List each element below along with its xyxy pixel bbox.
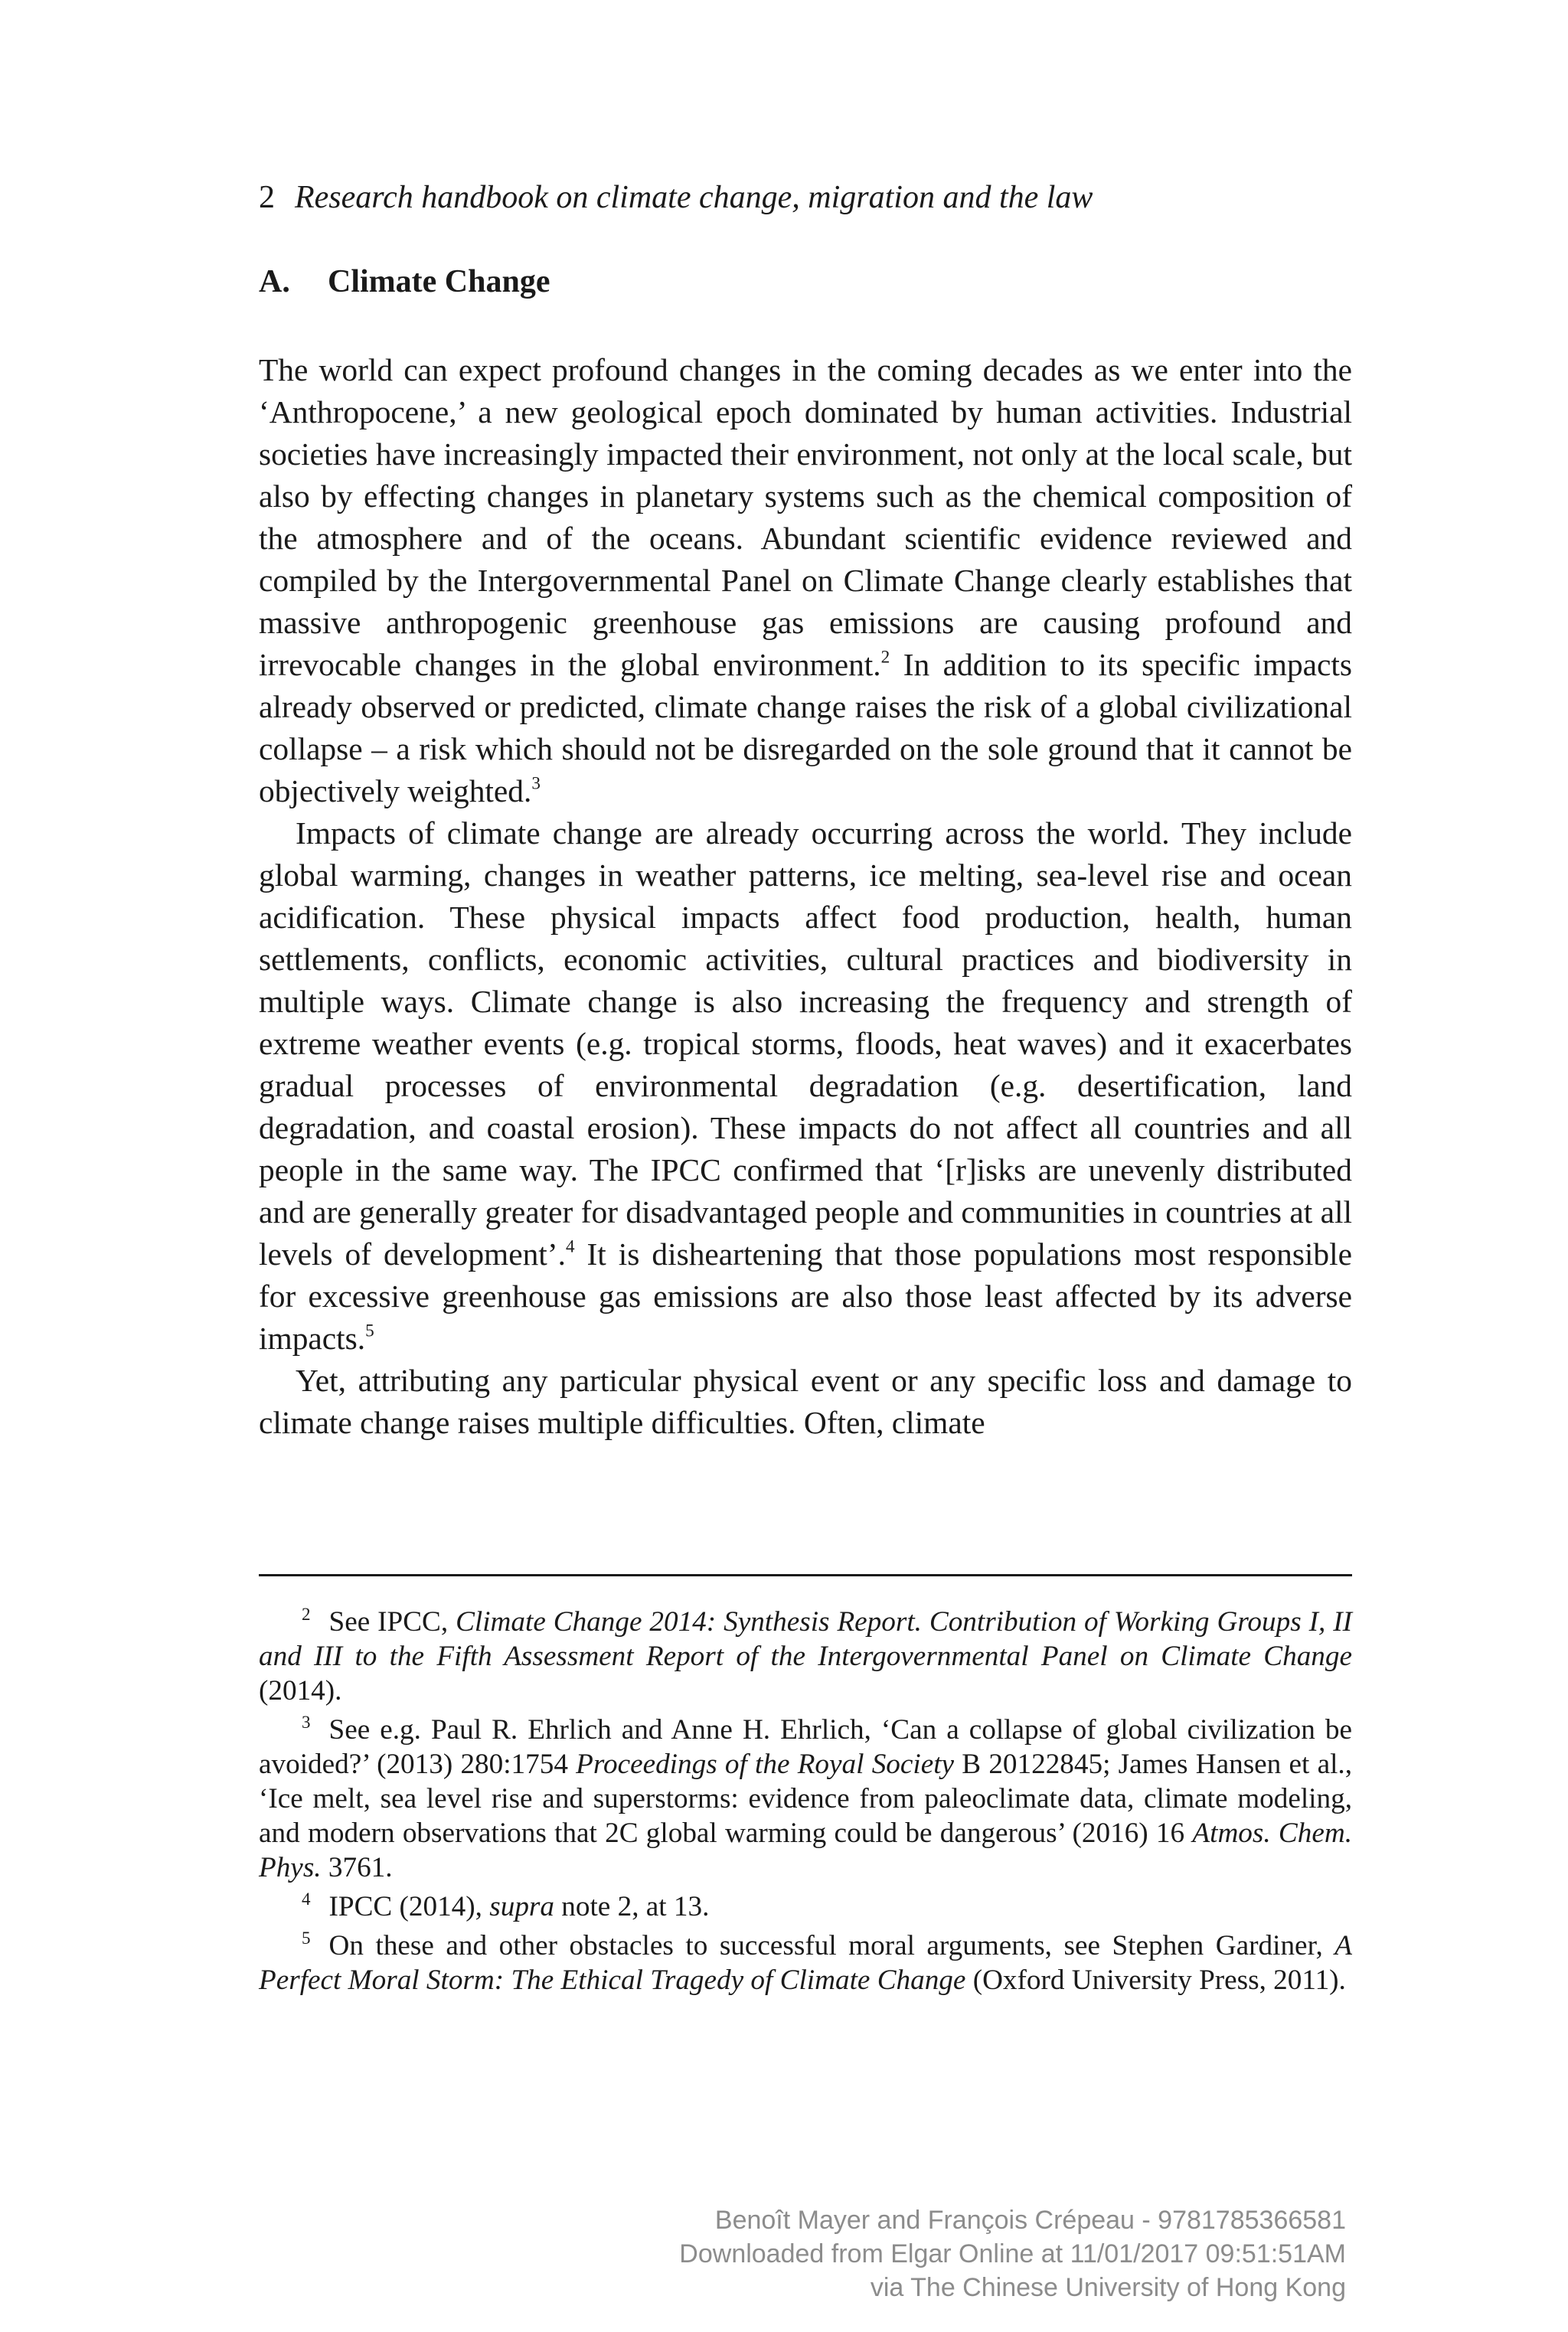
- section-number: A.: [259, 264, 290, 299]
- footnote-number: 3: [302, 1712, 311, 1733]
- section-title: Climate Change: [328, 264, 550, 299]
- running-title: Research handbook on climate change, migration and the law: [295, 180, 1093, 215]
- paragraph-1: The world can expect profound changes in the coming decades as we enter into the ‘Anthropocene,’ a new geological epoch dominated by human activities. Industrial societies have increasingly impacted their environment, not only at the local scale, but also by effecting changes in planetary systems such as the chemical composition of the atmosphere and of the oceans. Abundant scientific evidence reviewed and compiled by the Intergovernmental Panel on Climate Change clearly establishes that massive anthropogenic greenhouse gas emissions are causing profound and irrevocable changes in the global environment.$^2$ In addition to its specific impacts already observed or predicted, climate change raises the risk of a global civilizational collapse – a risk which should not be disregarded on the sole ground that it cannot be objectively weighted.$^3$: [259, 352, 1352, 808]
- download-watermark: [567, 2203, 1346, 2304]
- footnote-number: 4: [302, 1889, 311, 1909]
- footnote-4: $^4$ IPCC (2014), supra note 2, at 13.: [302, 1889, 710, 1922]
- footnote-number: 5: [302, 1928, 311, 1948]
- paragraph-2: Impacts of climate change are already occurring across the world. They include global warming, changes in weather patterns, ice melting, sea-level rise and ocean acidification. These physical impacts affect food production, health, human settlements, conflicts, economic activities, cultural practices and biodiversity in multiple ways. Climate change is also increasing the frequency and strength of extreme weather events (e.g. tropical storms, floods, heat waves) and it exacerbates gradual processes of environmental degradation (e.g. desertification, land degradation, and coastal erosion). These impacts do not affect all countries and all people in the same way. The IPCC confirmed that ‘[r]isks are unevenly distributed and are generally greater for disadvantaged people and communities in countries at all levels of development’.$^4$ It is disheartening that those populations most responsible for excessive greenhouse gas emissions are also those least affected by its adverse impacts.$^5$: [259, 815, 1352, 1356]
- footnote-2: $^2$ See IPCC, Climate Change 2014: Synthesis Report. Contribution of Working Groups I, II and III to the Fifth Assessment Report of the Intergovernmental Panel on Climate Change (2014).: [259, 1604, 1352, 1707]
- watermark-line-1: Benoît Mayer and François Crépeau - 9781785366581: [714, 2206, 1346, 2235]
- footnote-ref-3[interactable]: 3: [531, 773, 541, 794]
- paragraph-3: Yet, attributing any particular physical event or any specific loss and damage to climate change raises multiple difficulties. Often, climate: [259, 1363, 1352, 1440]
- watermark-line-2: Downloaded from Elgar Online at 11/01/2017 09:51:51AM: [679, 2239, 1346, 2268]
- running-head: [259, 178, 1093, 217]
- footnote-ref-4[interactable]: 4: [565, 1236, 575, 1257]
- section-heading: [259, 262, 550, 302]
- footnote-3: $^3$ See e.g. Paul R. Ehrlich and Anne H. Ehrlich, ‘Can a collapse of global civilization be avoided?’ (2013) 280:1754 Proceedings of the Royal Society B 20122845; James Hansen et al., ‘Ice melt, sea level rise and superstorms: evidence from paleoclimate data, climate modeling, and modern observations that 2C global warming could be dangerous’ (2016) 16 Atmos. Chem. Phys. 3761.: [259, 1712, 1353, 1883]
- footnote-ref-5[interactable]: 5: [365, 1321, 374, 1341]
- body-text: [259, 349, 1352, 1444]
- watermark-line-3: via The Chinese University of Hong Kong: [870, 2273, 1346, 2302]
- footnote-separator: [259, 1574, 1352, 1576]
- footnote-5: $^5$ On these and other obstacles to successful moral arguments, see Stephen Gardiner, A Perfect Moral Storm: The Ethical Tragedy of Climate Change (Oxford University Press, 2011).: [259, 1928, 1352, 1996]
- footnote-number: 2: [302, 1604, 311, 1625]
- footnotes: [259, 1605, 1352, 1997]
- page-number: 2: [259, 180, 275, 215]
- footnote-ref-2[interactable]: 2: [880, 647, 890, 668]
